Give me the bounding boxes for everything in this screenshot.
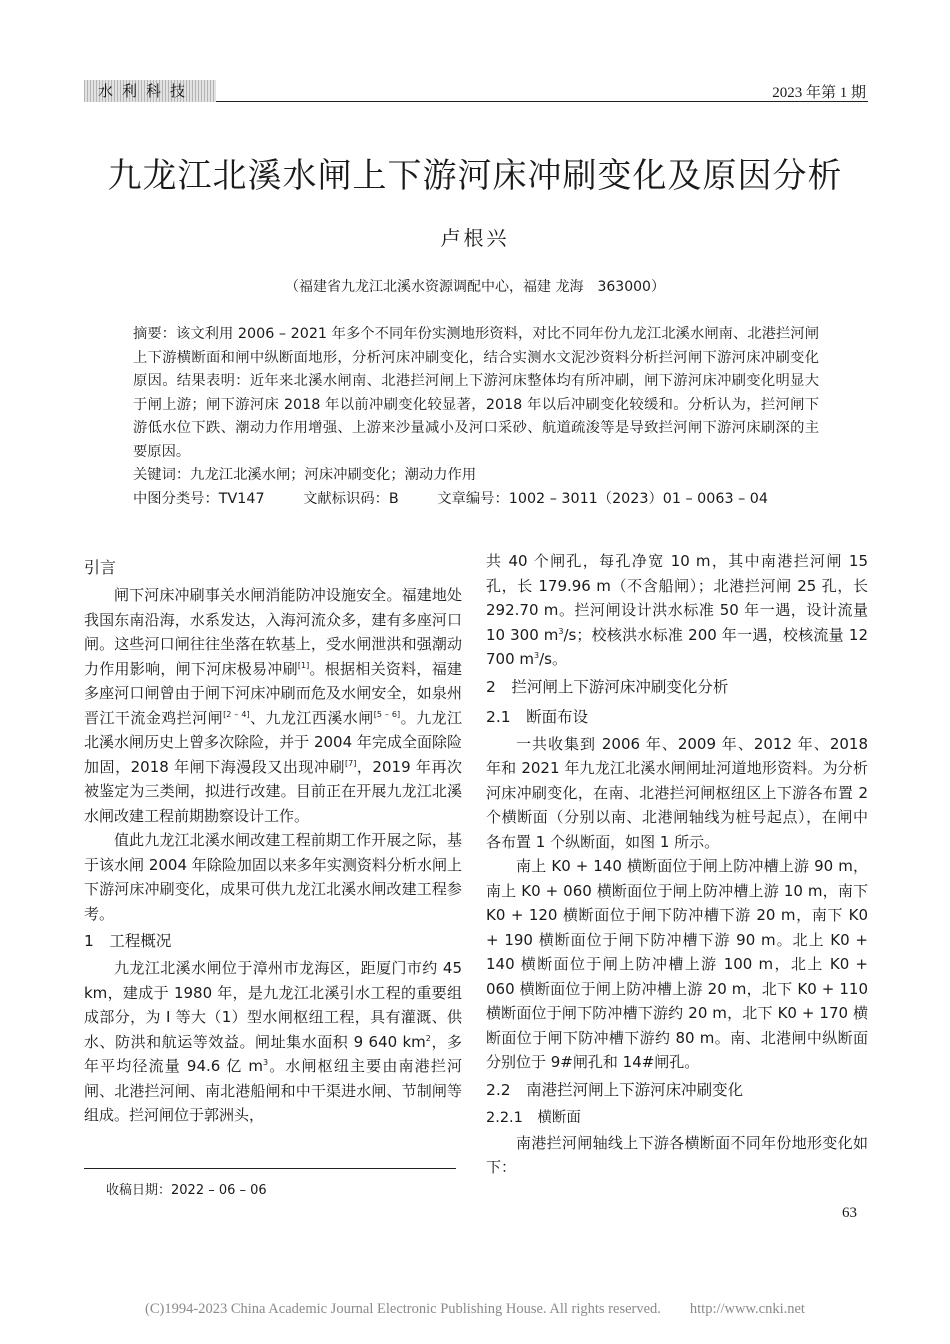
citation-ref: [7] (345, 758, 357, 768)
page-number: 63 (842, 1205, 857, 1221)
section-2-2-1-paragraph: 南港拦河闸轴线上下游各横断面不同年份地形变化如下： (486, 1133, 868, 1176)
article-number: 文章编号：1002 – 3011（2023）01 – 0063 – 04 (437, 490, 768, 507)
paper-title: 九龙江北溪水闸上下游河床冲刷变化及原因分析 (107, 156, 843, 196)
right-column (486, 549, 868, 1180)
received-date: 收稿日期：2022 – 06 – 06 (106, 1183, 267, 1198)
abstract-text: 摘要：该文利用 2006 – 2021 年多个不同年份实测地形资料，对比不同年份九龙江北溪水闸南、北港拦河闸上下游横断面和闸中纵断面地形，分析河床冲刷变化，结合实测水文泥沙资料分析拦河闸下游河床冲刷变化原因。结果表明：近年来北溪水闸南、北港拦河闸上下游河床整体均有所冲刷，闸下游河床冲刷变化明显大于闸上游；闸下游河床 2018 年以前冲刷变化较显著，2018 年以后冲刷变化较缓和。分析认为，拦河闸下游低水位下跌、潮动力作用增强、上游来沙量减小及河口采砂、航道疏浚等是导致拦河闸下游河床刷深的主要原因。 (133, 326, 819, 460)
copyright-notice: (C)1994-2023 China Academic Journal Electronic Publishing House. All rights reserved. http://www.cnki.net (145, 1301, 805, 1317)
section-1-continued: 共 40 个闸孔，每孔净宽 10 m，其中南港拦河闸 15 孔，长 179.96 m（不含船闸）；北港拦河闸 25 孔，长 292.70 m。拦河闸设计洪水标准 50 年一遇，设计流量 10 300 $m^3/s$；校核洪水标准 200 年一遇，校核流量 12 700 $m^3/s$。 (486, 552, 868, 668)
left-column (84, 553, 462, 1128)
keywords: 关键词：九龙江北溪水闸；河床冲刷变化；潮动力作用 (133, 467, 477, 483)
header-rule (216, 101, 868, 102)
section-2-1-heading: 2.1 断面布设 (486, 707, 589, 726)
intro-paragraph-1: 闸下河床冲刷事关水闸消能防冲设施安全。福建地处我国东南沿海，水系发达，入海河流众多，建有多座河口闸。这些河口闸往往坐落在软基上，受水闸泄洪和强潮动力作用影响，闸下河床极易冲刷[1]。根据相关资料，福建多座河口闸曾由于闸下河床冲刷而危及水闸安全，如泉州晋江干流金鸡拦河闸[2 – 4]、九龙江西溪水闸[5 – 6]。九龙江北溪水闸历史上曾多次除险，并于 2004 年完成全面除险加固，2018 年闸下海漫段又出现冲刷[7]，2019 年再次被鉴定为三类闸，拟进行改建。目前正在开展九龙江北溪水闸改建工程前期勘察设计工作。 (84, 586, 462, 825)
affiliation: （福建省九龙江北溪水资源调配中心，福建 龙海 363000） (285, 279, 665, 295)
citation-ref: [5 – 6] (373, 709, 401, 719)
section-2-2-heading: 2.2 南港拦河闸上下游河床冲刷变化 (486, 1080, 744, 1099)
section-2-2-1-heading: 2.2.1 横断面 (486, 1109, 581, 1126)
document-code: 文献标识码：B (303, 490, 399, 507)
section-2-1-paragraph-1: 一共收集到 2006 年、2009 年、2012 年、2018 年和 2021 年九龙江北溪水闸闸址河道地形资料。为分析河床冲刷变化，在南、北港拦河闸枢纽区上下游各布置 2 个横断面（分别以南、北港闸轴线为桩号起点），在闸中各布置 1 个纵断面，如图 1 所示。 (486, 734, 868, 851)
classification-row (133, 488, 819, 512)
section-1-heading: 1 工程概况 (84, 932, 172, 950)
issue-label: 2023 年第 1 期 (772, 85, 866, 101)
section-2-heading: 2 拦河闸上下游河床冲刷变化分析 (486, 677, 729, 696)
clc-number: 中图分类号：TV147 (133, 490, 265, 507)
intro-heading: 引言 (84, 558, 117, 577)
citation-ref: [2 – 4] (223, 709, 250, 719)
section-2-1-paragraph-2: 南上 K0 + 140 横断面位于闸上防冲槽上游 90 m，南上 K0 + 060 横断面位于闸上防冲槽上游 10 m，南下 K0 + 120 横断面位于闸下防冲槽下游 20 m，南下 K0 + 190 横断面位于闸下防冲槽下游 90 m。北上 K0 + 140 横断面位于闸上防冲槽上游 100 m，北上 K0 + 060 横断面位于闸上防冲槽上游 20 m，北下 K0 + 110 横断面位于闸下防冲槽下游约 20 m，北下 K0 + 170 横断面位于闸下防冲槽下游约 80 m。南、北港闸中纵断面分别位于 9#闸孔和 14#闸孔。 (486, 857, 868, 1071)
author: 卢根兴 (440, 226, 510, 250)
intro-paragraph-2: 值此九龙江北溪水闸改建工程前期工作开展之际，基于该水闸 2004 年除险加固以来多年实测资料分析水闸上下游河床冲刷变化，成果可供九龙江北溪水闸改建工程参考。 (84, 831, 462, 923)
footnote-rule (84, 1168, 456, 1169)
citation-ref: [1] (297, 660, 310, 670)
section-1-paragraph: 九龙江北溪水闸位于漳州市龙海区，距厦门市约 45 km，建成于 1980 年，是九龙江北溪引水工程的重要组成部分，为 I 等大（1）型水闸枢纽工程，具有灌溉、供水、防洪和航运等效益。闸址集水面积 9 640 $km^2$，多年平均径流量 94.6 亿 $m^3$。水闸枢纽主要由南港拦河闸、北港拦河闸、南北港船闸和中干渠进水闸、节制闸等组成。拦河闸位于郭洲头， (84, 959, 462, 1124)
journal-name: 水利科技 (84, 80, 216, 102)
abstract-block (133, 323, 819, 511)
